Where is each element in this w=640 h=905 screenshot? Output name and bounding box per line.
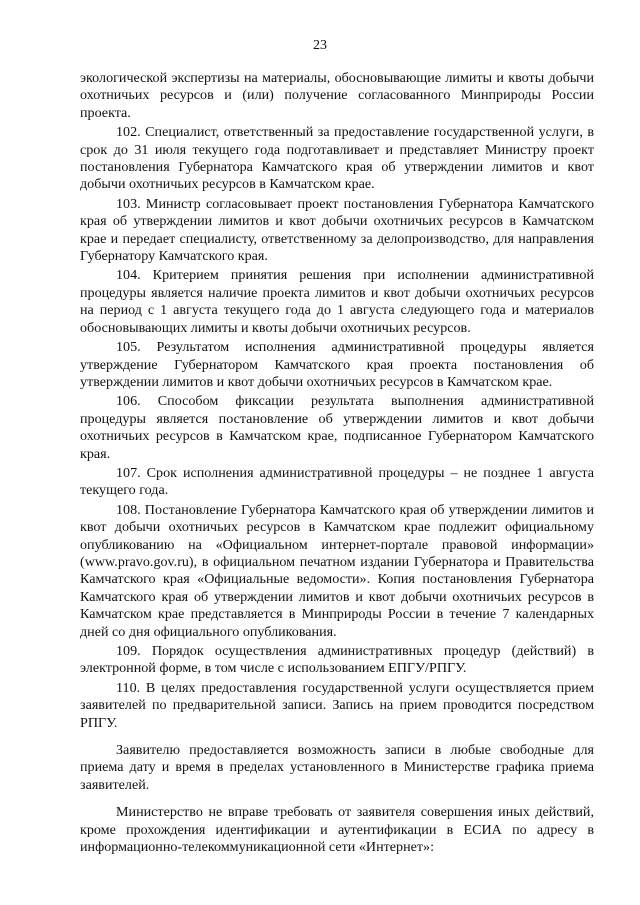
paragraph-110: 110. В целях предоставления государственной услуги осуществляется прием заявителей по предварительной записи. Запись на прием проводится посредством РПГУ. (80, 679, 594, 731)
paragraph-continuation: экологической экспертизы на материалы, обосновывающие лимиты и квоты добычи охотничьих ресурсов и (или) получение согласованного Минприроды России проекта. (80, 70, 594, 121)
paragraph-104: 104. Критерием принятия решения при исполнении административной процедуры является наличие проекта лимитов и квот добычи охотничьих ресурсов на период с 1 августа текущего года до 1 августа следующего года и материалов обосновывающих лимиты и квоты добычи охотничьих ресурсов. (80, 267, 594, 336)
paragraph-102: 102. Специалист, ответственный за предоставление государственной услуги, в срок до 31 июля текущего года подготавливает и представляет Министру проект постановления Губернатора Камчатского края об утверждении лимитов и квот добычи охотничьих ресурсов в Камчатском крае. (80, 124, 594, 193)
paragraph-106: 106. Способом фиксации результата выполнения административной процедуры является постановление об утверждении лимитов и квот добычи охотничьих ресурсов в Камчатском крае, подписанное Губернатором Камчатского края. (80, 393, 594, 462)
paragraph-appointment-booking: Заявителю предоставляется возможность записи в любые свободные для приема дату и время в пределах установленного в Министерстве графика приема заявителей. (80, 742, 594, 793)
page-number: 23 (313, 38, 327, 53)
document-body (80, 70, 594, 856)
paragraph-ministry-requirements: Министерство не вправе требовать от заявителя совершения иных действий, кроме прохождения идентификации и аутентификации в ЕСИА по адресу в информационно-телекоммуникационной сети «Интернет»: (80, 804, 594, 856)
paragraph-108: 108. Постановление Губернатора Камчатского края об утверждении лимитов и квот добычи охотничьих ресурсов в Камчатском крае подлежит официальному опубликованию на «Официальном интернет-портале правовой информации» (www.pravo.gov.ru), в официальном печатном издании Губернатора и Правительства Камчатского края «Официальные ведомости». Копия постановления Губернатора Камчатского края об утверждении лимитов и квот добычи охотничьих ресурсов в Камчатском крае представляется в Минприроды России в течение 7 календарных дней со дня официального опубликования. (80, 501, 594, 640)
paragraph-103: 103. Министр согласовывает проект постановления Губернатора Камчатского края об утверждении лимитов и квот добычи охотничьих ресурсов в Камчатском крае и передает специалисту, ответственному за делопроизводство, для направления Губернатору Камчатского края. (80, 195, 594, 265)
paragraph-109: 109. Порядок осуществления административных процедур (действий) в электронной форме, в том числе с использованием ЕПГУ/РПГУ. (80, 643, 594, 677)
paragraph-105: 105. Результатом исполнения административной процедуры является утверждение Губернатором Камчатского края проекта постановления об утверждении лимитов и квот добычи охотничьих ресурсов в Камчатском крае. (80, 339, 594, 390)
paragraph-107: 107. Срок исполнения административной процедуры – не позднее 1 августа текущего года. (80, 464, 594, 499)
